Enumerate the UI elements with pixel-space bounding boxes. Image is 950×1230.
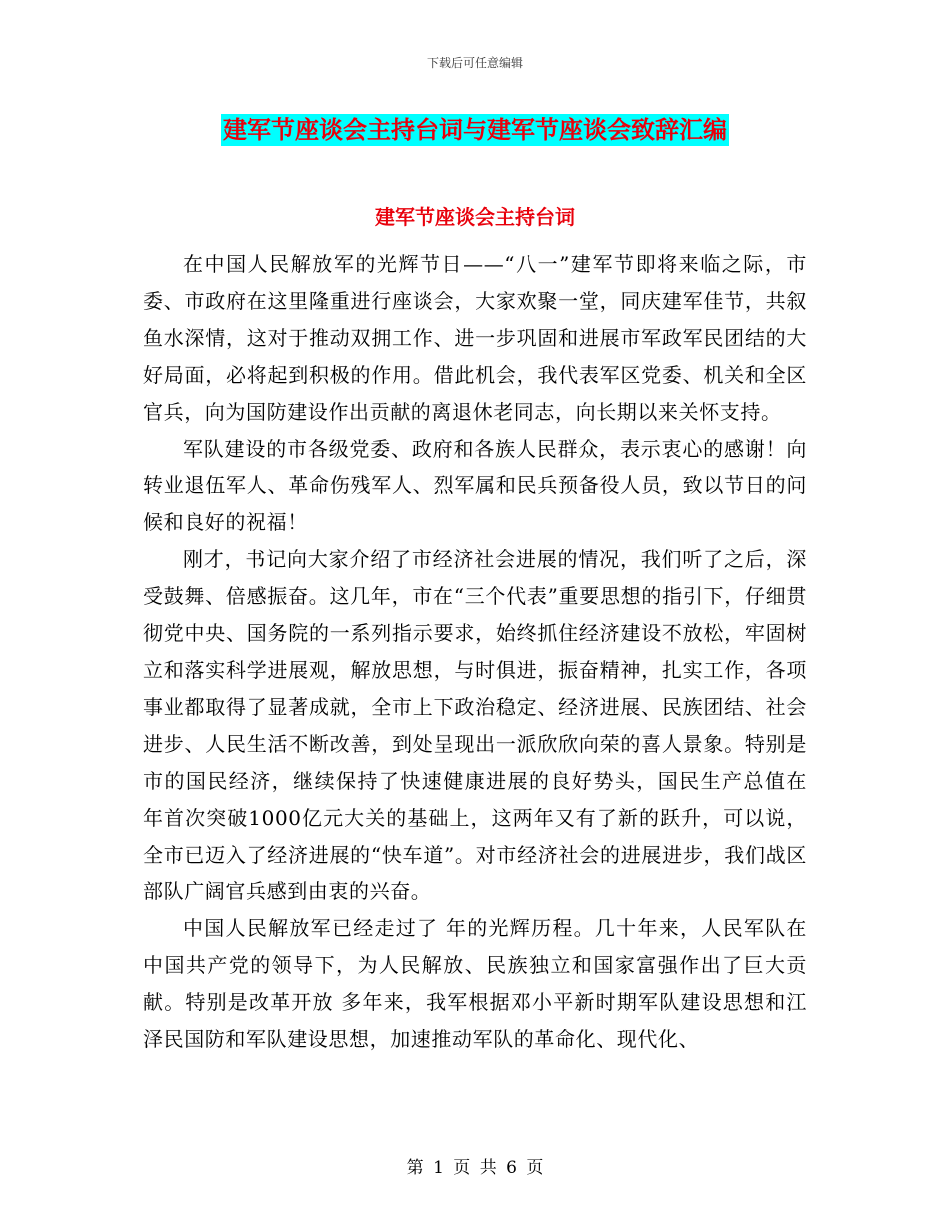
main-title xyxy=(0,114,950,146)
section-title: 建军节座谈会主持台词 xyxy=(375,205,575,229)
main-title-text: 建军节座谈会主持台词与建军节座谈会致辞汇编 xyxy=(223,116,727,144)
paragraph: 军队建设的市各级党委、政府和各族人民群众，表示衷心的感谢！向转业退伍军人、革命伤残军人、烈军属和民兵预备役人员，致以节日的问候和良好的祝福！ xyxy=(143,436,807,535)
page-footer: 第 1 页 共 6 页 xyxy=(406,1158,544,1178)
document-body xyxy=(143,246,807,1058)
paragraph: 中国人民解放军已经走过了 年的光辉历程。几十年来，人民军队在中国共产党的领导下，为人民解放、民族独立和国家富强作出了巨大贡献。特别是改革开放 多年来，我军根据邓小平新时期军队建设思想和江泽民国防和军队建设思想，加速推动军队的革命化、现代化、 xyxy=(143,916,807,1052)
paragraph: 刚才，书记向大家介绍了市经济社会进展的情况，我们听了之后，深受鼓舞、倍感振奋。这几年，市在“三个代表”重要思想的指引下，仔细贯彻党中央、国务院的一系列指示要求，始终抓住经济建设不放松，牢固树立和落实科学进展观，解放思想，与时俱进，振奋精神，扎实工作，各项事业都取得了显著成就，全市上下政治稳定、经济进展、民族团结、社会进步、人民生活不断改善，到处呈现出一派欣欣向荣的喜人景象。特别是市的国民经济，继续保持了快速健康进展的良好势头，国民生产总值在 年首次突破1000亿元大关的基础上，这两年又有了新的跃升，可以说，全市已迈入了经济进展的“快车道”。对市经济社会的进展进步，我们战区部队广阔官兵感到由衷的兴奋。 xyxy=(143,547,807,904)
header-note: 下载后可任意编辑 xyxy=(426,56,523,70)
paragraph: 在中国人民解放军的光辉节日——“八一”建军节即将来临之际，市委、市政府在这里隆重进行座谈会，大家欢聚一堂，同庆建军佳节，共叙鱼水深情，这对于推动双拥工作、进一步巩固和进展市军政军民团结的大好局面，必将起到积极的作用。借此机会，我代表军区党委、机关和全区官兵，向为国防建设作出贡献的离退休老同志，向长期以来关怀支持。 xyxy=(143,252,807,424)
